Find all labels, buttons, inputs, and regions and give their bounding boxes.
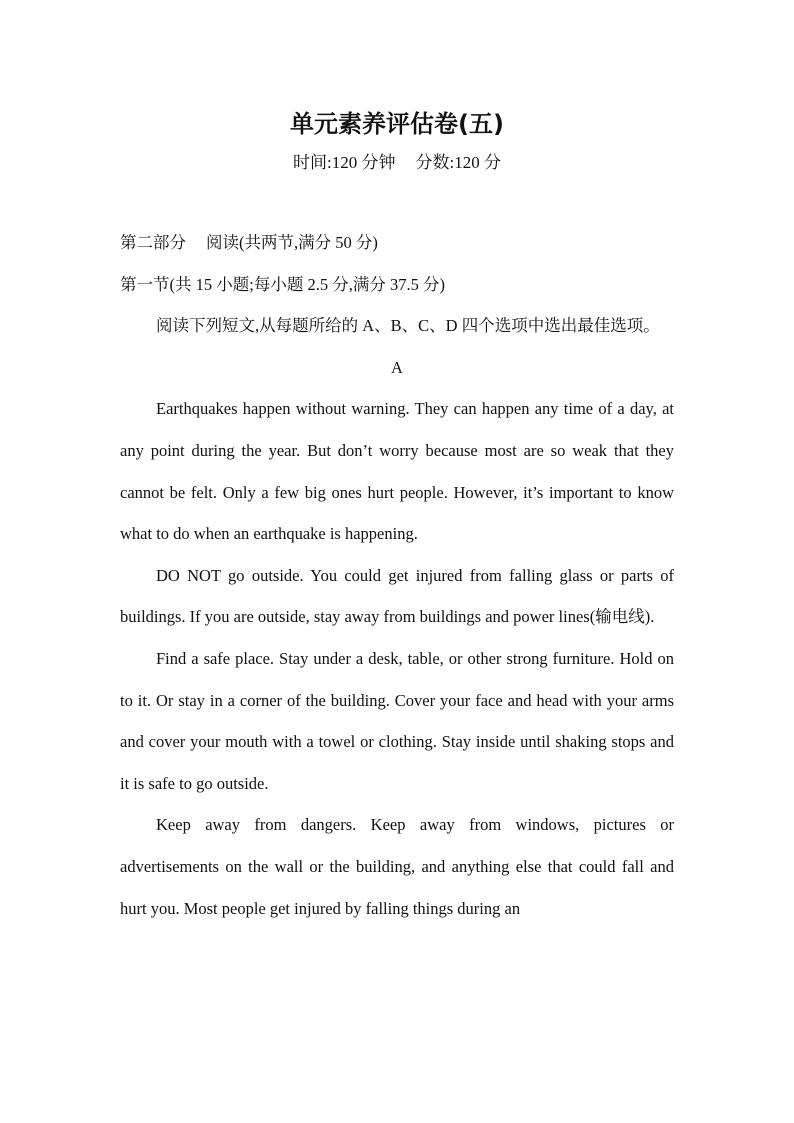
passage-paragraph: DO NOT go outside. You could get injured from falling glass or parts of buildings. If you are outside, stay away from buildings and power lines(输电线). <box>120 565 674 627</box>
part-heading <box>120 222 674 264</box>
passage-paragraph: Earthquakes happen without warning. They can happen any time of a day, at any point during the year. But don’t worry because most are so weak that they cannot be felt. Only a few big ones hurt people. However, it’s important to know what to do when an earthquake is happening. <box>120 399 674 544</box>
part-title: 阅读(共两节,满分 50 分) <box>206 233 378 252</box>
subsection-heading: 第一节(共 15 小题;每小题 2.5 分,满分 37.5 分) <box>120 274 445 294</box>
time-limit: 时间:120 分钟 <box>293 153 396 172</box>
passage-paragraph: Keep away from dangers. Keep away from windows, pictures or advertisements on the wall or the building, and anything else that could fall and hurt you. Most people get injured by falling things during an <box>120 815 674 918</box>
page-title: 单元素养评估卷(五) <box>290 110 504 138</box>
instruction-text: 阅读下列短文,从每题所给的 A、B、C、D 四个选项中选出最佳选项。 <box>156 316 660 336</box>
document-body <box>120 222 674 929</box>
passage-paragraph: Find a safe place. Stay under a desk, table, or other strong furniture. Hold on to it. Or stay in a corner of the building. Cover your face and head with your arms and cover your mouth with a towel or clothing. Stay inside until shaking stops and it is safe to go outside. <box>120 648 674 793</box>
total-score: 分数:120 分 <box>415 153 501 172</box>
part-label: 第二部分 <box>120 233 186 252</box>
passage-label: A <box>391 357 403 377</box>
exam-info <box>0 148 794 173</box>
